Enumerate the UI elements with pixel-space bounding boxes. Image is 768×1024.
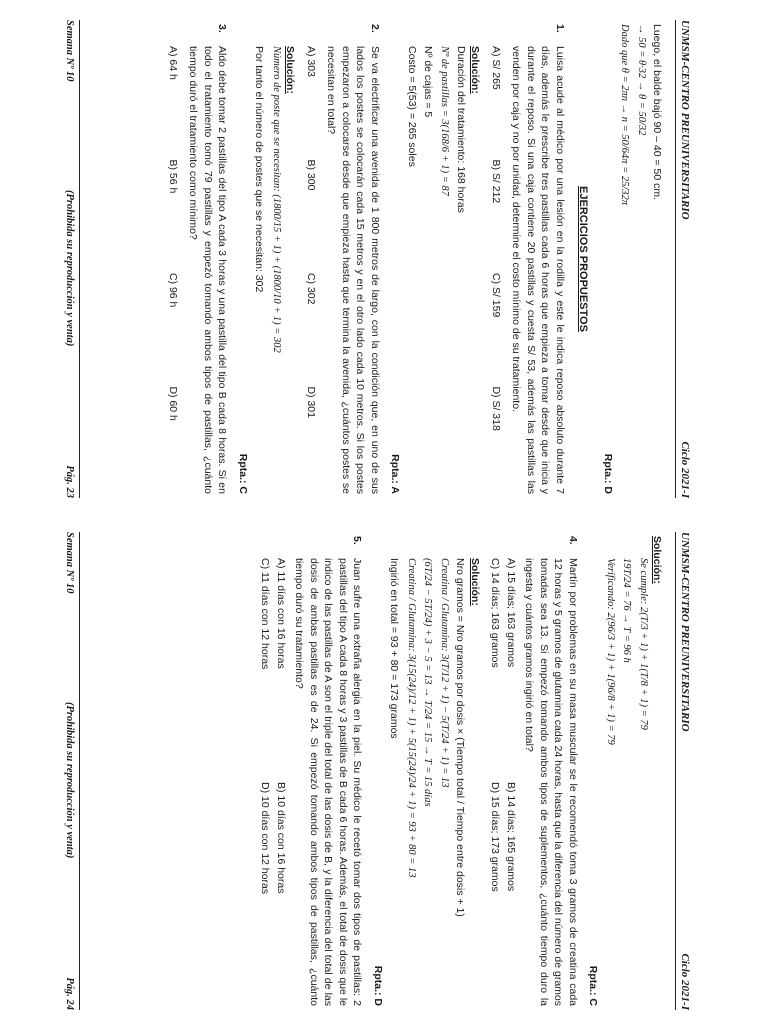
option-d: D) 10 días con 12 horas bbox=[259, 782, 272, 895]
option-a: A) 64 h bbox=[166, 46, 179, 80]
page-header bbox=[675, 20, 696, 498]
option-a: A) 11 días con 16 horas bbox=[274, 558, 287, 669]
option-c: C) 302 bbox=[304, 272, 317, 305]
solution-label: Solución: bbox=[468, 558, 481, 606]
answer-options bbox=[488, 46, 502, 494]
problem-text: Aldo debe tomar 2 pastillas del tipo A cada 3 horas y una pastilla del tipo B cada 8 horas. Si en todo el tratamiento tomó 79 pastillas y empezó tomando ambos tipos de pastillas, ¿cuánto tiempo duró el tratamiento como mínimo? bbox=[187, 46, 229, 494]
solution-line: Verificando: 2(96/3 + 1) + 1(96/8 + 1) = 79 bbox=[604, 558, 616, 745]
problem-number: 2. bbox=[368, 24, 381, 33]
option-b: B) 10 días con 16 horas bbox=[274, 782, 287, 894]
solution-label: Solución: bbox=[651, 536, 663, 584]
copyright-notice: (Prohibida su reproducción y venta) bbox=[64, 190, 75, 347]
problem-number: 4. bbox=[566, 536, 579, 545]
option-b: B) 56 h bbox=[166, 159, 179, 194]
answer-label: Rpta.: D bbox=[601, 453, 614, 494]
option-a: A) 303 bbox=[304, 46, 317, 77]
solution-label: Solución: bbox=[284, 46, 297, 94]
page-23-body bbox=[161, 24, 664, 494]
problem-1 bbox=[509, 24, 567, 494]
problem-4 bbox=[522, 536, 580, 1006]
solution-line: Duración del tratamiento: 168 horas bbox=[454, 46, 467, 213]
copyright-notice: (Prohibida su reproducción y venta) bbox=[64, 702, 75, 859]
option-c: C) 11 días con 12 horas bbox=[259, 558, 272, 670]
option-d: D) 15 días; 173 gramos bbox=[489, 782, 502, 892]
problem-number: 5. bbox=[351, 536, 364, 545]
solution-line: Creatina / Glutamina: 3(15(24)/12 + 1) + 5(15(24)/24 + 1) = 93 + 80 = 13 bbox=[405, 558, 417, 878]
solution-line: Por tanto el número de postes que se necesitan: 302 bbox=[253, 46, 266, 293]
problem-text: Juan sufre una extraña alergia en la piel. Su médico le recetó tomar dos tipos de pastillas: 2 pastillas del tipo A cada 8 horas y 3 pastillas de B cada 6 horas. Además, el total de dosis que le indico de las pastillas de A son el triple del total de las dosis de B, y la diferencia del total de las dosis de ambas pastillas es de 24. Si empezó tomando ambos tipos de pastillas, ¿cuánto tiempo duró su tratamiento? bbox=[293, 558, 364, 1006]
option-a: A) 15 días; 163 gramos bbox=[504, 558, 517, 668]
problem-number: 1. bbox=[553, 24, 566, 33]
solution-line: Se cumple: 2(T/3 + 1) + 1(T/8 + 1) = 79 bbox=[637, 558, 649, 730]
option-d: D) 60 h bbox=[166, 386, 179, 421]
answer-label: Rpta.: C bbox=[587, 965, 600, 1006]
solution-line: Nro gramos = Nro gramos por dosis × (Tiempo total / Tiempo entre dosis + 1) bbox=[454, 558, 467, 917]
institution-name: UNMSM-CENTRO PREUNIVERSITARIO bbox=[679, 20, 691, 220]
cycle-label: Ciclo 2021-I bbox=[679, 953, 691, 1010]
option-d: D) S/ 318 bbox=[489, 386, 502, 431]
intro-line: → 50 = θ·32 → θ = 50/32 bbox=[635, 24, 647, 136]
week-label: Semana Nº 10 bbox=[64, 532, 75, 594]
option-c: C) 14 días; 163 gramos bbox=[489, 558, 502, 668]
page-number: Pág. 24 bbox=[64, 977, 75, 1010]
option-b: B) 300 bbox=[304, 159, 317, 191]
solution-line: Nº de pastillas = 3(168/6 + 1) = 87 bbox=[439, 46, 451, 196]
page-24 bbox=[0, 512, 768, 1024]
section-title: EJERCICIOS PROPUESTOS bbox=[577, 186, 590, 332]
option-b: B) S/ 212 bbox=[489, 159, 502, 204]
intro-line: Luego, el balde bajó 90 – 40 = 50 cm. bbox=[651, 24, 663, 201]
solution-line: Costo = 5(53) = 265 soles bbox=[405, 46, 418, 167]
answer-label: Rpta.: C bbox=[236, 453, 249, 494]
answer-label: Rpta.: D bbox=[371, 965, 384, 1006]
intro-line: Dado que θ = 2πn → n = 50/64π = 25/32π bbox=[619, 24, 631, 206]
solution-label: Solución: bbox=[469, 46, 482, 94]
solution-line: Creatina / Glutamina: 3(T/12 + 1) − 5(T/24 + 1) = 13 bbox=[438, 558, 450, 788]
problem-text: Luisa acude al médico por una lesión en la rodilla y este le indica reposo absoluto durante 7 días, además le prescribe tres pastillas cada 6 horas que empieza a tomar desde que inicia y durante el reposo. Si una caja contiene 20 pastillas y cuesta S/ 53, además las pastillas las venden por caja y no por unidad, determine el costo mínimo de su tratamiento. bbox=[510, 46, 566, 494]
solution-line: Ingirió en total = 93 + 80 = 173 gramos bbox=[388, 558, 401, 739]
week-label: Semana Nº 10 bbox=[64, 20, 75, 82]
cycle-label: Ciclo 2021-I bbox=[679, 441, 691, 498]
solution-line: Nº de cajas = 5 bbox=[422, 46, 435, 118]
problem-text: Martín por problemas en su masa muscular se le recomendó toma 3 gramos de creatina cada 12 horas y 5 gramos de glutamina cada 24 horas, hasta que la diferencia del número de gramos tomadas sea 13. Si empezó tomando ambos tipos de suplementos, ¿cuánto tiempo duro la ingesta y cuántos gramos ingirió en total? bbox=[523, 558, 579, 1006]
option-a: A) S/ 265 bbox=[489, 46, 502, 90]
page-24-body bbox=[254, 536, 664, 1006]
answer-options bbox=[488, 558, 518, 1006]
option-c: C) S/ 159 bbox=[489, 272, 502, 318]
answer-options bbox=[258, 558, 288, 1006]
answer-label: Rpta.: A bbox=[389, 454, 402, 494]
problem-text: Se va electrificar una avenida de 1 800 metros de largo, con la condición que, en uno de sus lados los postes se colocarán cada 15 metros y en el otro lado cada 10 metros. Si los postes empezaron a colocarse desde que empieza hasta que termina la avenida, ¿cuántos postes se necesitan en total? bbox=[325, 46, 381, 494]
page-header bbox=[675, 532, 696, 1010]
option-d: D) 301 bbox=[304, 386, 317, 418]
page-footer bbox=[57, 532, 80, 1010]
option-c: C) 96 h bbox=[166, 272, 179, 308]
answer-options bbox=[303, 46, 317, 494]
problem-5 bbox=[292, 536, 364, 1006]
institution-name: UNMSM-CENTRO PREUNIVERSITARIO bbox=[679, 532, 691, 732]
solution-line: (6T/24 − 5T/24) + 3 − 5 = 13 → T/24 = 15 → T = 15 días bbox=[422, 558, 434, 807]
solution-line: 19T/24 = 76 → T = 96 h bbox=[621, 558, 633, 663]
solution-line: Número de poste que se necesitan: (1800/15 + 1) + (1800/10 + 1) = 302 bbox=[270, 46, 282, 353]
page-footer bbox=[57, 20, 80, 498]
problem-number: 3. bbox=[216, 24, 229, 33]
problem-3 bbox=[186, 24, 229, 494]
option-b: B) 14 días; 165 gramos bbox=[504, 782, 517, 892]
answer-options bbox=[165, 46, 179, 494]
page-number: Pág. 23 bbox=[64, 465, 75, 498]
problem-2 bbox=[324, 24, 382, 494]
